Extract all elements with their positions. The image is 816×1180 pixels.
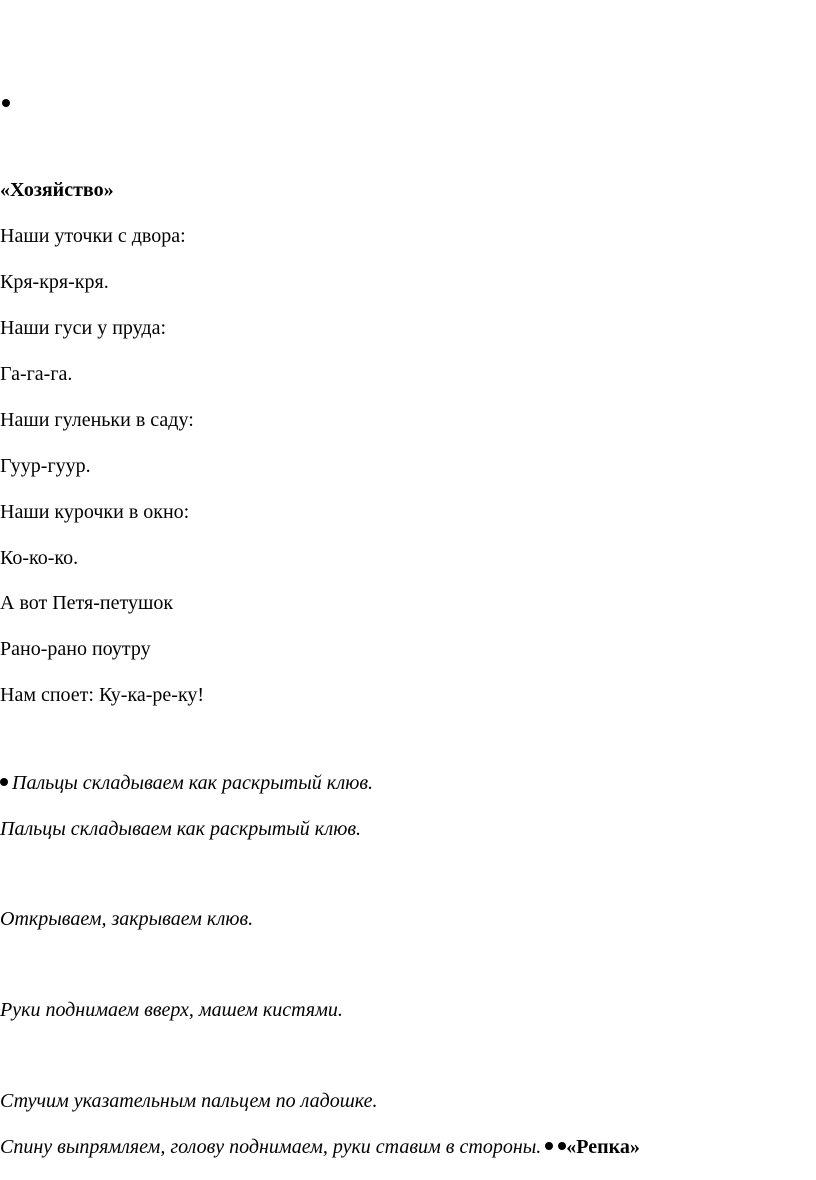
verse-line: Наши гуси у пруда:: [0, 317, 166, 339]
verse-line: Наши уточки с двора:: [0, 225, 186, 247]
verse-line: А вот Петя-петушок: [0, 592, 174, 614]
instruction-line: Стучим указательным пальцем по ладошке.: [0, 1090, 378, 1112]
next-title: «Репка»: [566, 1136, 640, 1158]
verse-line: Наши гуленьки в саду:: [0, 409, 194, 431]
bullet-icon: [545, 1142, 553, 1150]
instruction-line: Открываем, закрываем клюв.: [0, 908, 254, 930]
instruction-line: [0, 771, 373, 795]
verse-line: Кря-кря-кря.: [0, 271, 109, 293]
verse-line: Наши курочки в окно:: [0, 501, 190, 523]
instruction-text: Спину выпрямляем, голову поднимаем, руки ставим в стороны.: [0, 1136, 542, 1158]
verse-line: Гуур-гуур.: [0, 455, 91, 477]
bullet-icon: [0, 778, 8, 786]
instruction-line: [0, 1135, 640, 1159]
verse-line: Га-га-га.: [0, 363, 73, 385]
poem-title: «Хозяйство»: [0, 179, 114, 201]
bullet-icon: [2, 99, 10, 107]
instruction-line: Пальцы складываем как раскрытый клюв.: [0, 818, 361, 840]
verse-line: Нам споет: Ку-ка-ре-ку!: [0, 684, 205, 706]
instruction-line: Руки поднимаем вверх, машем кистями.: [0, 999, 343, 1021]
verse-line: Рано-рано поутру: [0, 638, 151, 660]
verse-line: Ко-ко-ко.: [0, 547, 79, 569]
instruction-text: Пальцы складываем как раскрытый клюв.: [12, 772, 373, 794]
